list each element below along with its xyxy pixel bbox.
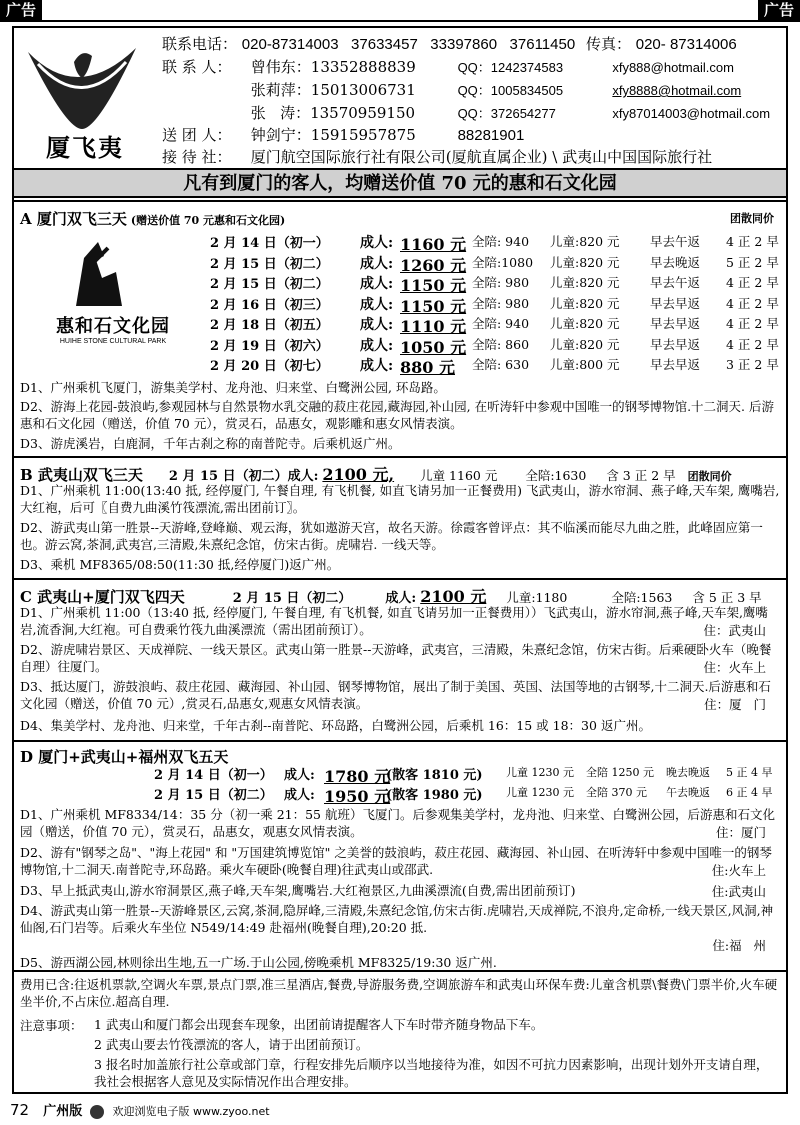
section-b-hotel: 含 3 正 2 早	[606, 468, 676, 483]
row-child: 儿童:820 元	[550, 254, 620, 270]
page-number: 72	[10, 1101, 30, 1119]
top-rule	[0, 20, 800, 22]
row-adult-label: 成人:	[360, 276, 394, 292]
row-schedule: 早去晚返	[650, 254, 701, 270]
row-price: 1260 元	[400, 255, 467, 275]
row-full: 全陪: 630	[472, 357, 530, 372]
section-c-full: 全陪:1563	[611, 590, 673, 605]
price-row	[154, 764, 784, 786]
sender-phone: 88281901	[457, 127, 525, 144]
contact-email-1[interactable]: xfy888@hotmail.com	[612, 60, 734, 75]
section-d	[14, 740, 786, 972]
price-row	[210, 355, 780, 377]
contact-name-3: 张 涛：13570959150	[250, 104, 416, 122]
section-c-d1-stay: 住：武夷山	[703, 623, 766, 638]
note-1: 1 武夷山和厦门都会出现套车现象，出团前请提醒客人下车时带齐随身物品下车。	[94, 1017, 544, 1032]
row-price: 1950 元	[324, 787, 391, 806]
row-child: 儿童:800 元	[550, 357, 620, 372]
contacts-label: 联 系 人：	[162, 58, 232, 76]
section-b-d3: D3、乘机 MF8365/08:50(11:30 抵,经停厦门)返广州。	[20, 557, 340, 572]
row-child: 儿童:820 元	[550, 316, 620, 331]
promo-banner: 凡有到厦门的客人，均赠送价值 70 元的惠和石文化园	[14, 168, 786, 198]
contact-qq-3: QQ：372654277	[457, 106, 556, 121]
section-c-title: C 武夷山+厦门双飞四天	[20, 588, 185, 606]
section-c-d4: D4、集美学村、龙舟池、归来堂，千年古刹--南普陀、环岛路，白鹭洲公园，后乘机 16：15 或 18：30 返广州。	[20, 718, 651, 733]
row-schedule: 早去早返	[650, 316, 701, 331]
note-3: 3 报名时加盖旅行社公章或部门章，行程安排先后顺序以当地接待为准，如因不可抗力因素影响，出现计划外开支请自理，我社会根据客人意见及实际情况作出合理安排。	[94, 1057, 769, 1089]
section-b-title: B 武夷山双飞三天	[20, 466, 143, 484]
price-row	[154, 784, 784, 806]
section-c-d3-stay: 住：厦 门	[704, 697, 766, 712]
section-c-d1: D1、广州乘机 11:00（13:40 抵, 经停厦门, 午餐自理, 有飞机餐, 如直飞请另加一正餐费用））飞武夷山，游水帘洞,燕子峰,天车架,鹰嘴岩,流香涧,大红袍。可自费乘竹筏九曲溪漂流（需出团前预订）。	[20, 605, 768, 637]
row-adult-label: 成人:	[284, 788, 315, 803]
contact-email-2[interactable]: xfy8888@hotmail.com	[612, 83, 742, 98]
section-d-title: D 厦门+武夷山+福州双飞五天	[20, 748, 229, 766]
row-schedule: 早去午返	[650, 275, 701, 290]
row-date: 2 月 14 日（初一）	[154, 768, 273, 783]
section-d-d4: D4、游武夷山第一胜景--天游峰景区,云窝,茶洞,隐屏峰,三清殿,朱熹纪念馆,仿宋古街.虎啸岩,天成禅院,不浪舟,定命桥,一线天景区,风洞,神仙阁,石门岩等。后乘火车坐位 N549/14:49 赴福州(晚餐自理),20:20 抵.	[20, 903, 774, 935]
row-price: 1780 元	[324, 767, 391, 786]
fees-text: 费用已含:往返机票款,空调火车票,景点门票,准三星酒店,餐费,导游服务费,空调旅游车和武夷山环保车费:儿童含机票\餐费\门票半价,火车硬坐半价,不占床位.超高自理.	[20, 977, 778, 1009]
notes-label: 注意事项：	[20, 1018, 83, 1033]
sender-name: 钟剑宁：15915957875	[250, 126, 416, 144]
section-b-d1: D1、广州乘机 11:00(13:40 抵, 经停厦门, 午餐自理, 有飞机餐, 如直飞请另加一正餐费用) 飞武夷山，游水帘洞、燕子峰,天车架, 鹰嘴岩,大红袍，后可〖自费九曲溪竹筏漂流,需出团前订〗。	[20, 483, 780, 515]
row-schedule: 早去午返	[650, 234, 701, 249]
row-date: 2 月 19 日（初六）	[210, 338, 329, 354]
agency-name: 厦门航空国际旅行社有限公司(厦航直属企业) \ 武夷山中国国际旅行社	[250, 148, 713, 166]
row-price: 1110 元	[400, 317, 467, 336]
row-date: 2 月 20 日（初七）	[210, 359, 329, 374]
section-d-d3: D3、早上抵武夷山,游水帘洞景区,燕子峰,天车架,鹰嘴岩.大红袍景区,九曲溪漂流(自费,需出团前预订)	[20, 883, 576, 898]
fax-number: 020- 87314006	[635, 36, 737, 53]
park-logo	[38, 238, 188, 348]
price-row	[210, 335, 780, 357]
row-price: 1150 元	[400, 276, 467, 295]
price-row	[210, 294, 780, 316]
section-d-d5: D5、游西湖公园,林则徐出生地,五一广场.于山公园,傍晚乘机 MF8325/19:30 返广州.	[20, 955, 497, 970]
section-a-title: A 厦门双飞三天	[20, 210, 127, 228]
row-full: 全陪: 860	[472, 336, 530, 352]
section-c-d2: D2、游虎啸岩景区、天成禅院、一线天景区。武夷山第一胜景--天游峰，武夷宫，三清殿，朱熹纪念馆，仿宋古街。后乘硬卧火车（晚餐自理）往厦门。	[20, 642, 772, 674]
row-adult-label: 成人:	[360, 235, 394, 251]
row-hotel: 4 正 2 早	[726, 275, 779, 290]
note-2: 2 武夷山要去竹筏漂流的客人，请于出团前预订。	[94, 1037, 369, 1052]
price-row	[210, 273, 780, 295]
section-a-d1: D1、广州乘机飞厦门，游集美学村、龙舟池、归来堂、白鹭洲公园, 环岛路。	[20, 380, 446, 395]
row-schedule: 晚去晚返	[666, 766, 710, 779]
section-d-d1: D1、广州乘机 MF8334/14：35 分（初一乘 21：55 航班）飞厦门。后参观集美学村，龙舟池、归来堂、白鹭洲公园，后游惠和石文化园（赠送，价值 70 元），赏灵石，品惠女，观惠女风情表演。	[20, 807, 775, 839]
brand-name: 厦飞夷	[46, 134, 124, 162]
section-a-d2: D2、游海上花园-鼓浪屿,参观园林与自然景物水乳交融的菽庄花园,藏海园,补山园, 在听涛轩中参观中国唯一的钢琴博物馆.十二洞天. 后游惠和石文化园（赠送，价值 70 元），赏灵石，品惠女，观影雕和惠女风情表演。	[20, 399, 774, 431]
row-schedule: 午去晚返	[666, 786, 710, 799]
row-child: 儿童 1230 元	[506, 766, 574, 779]
section-d-d2: D2、游有"钢琴之岛"、"海上花园" 和 "万国建筑博览馆" 之美誉的鼓浪屿，菽庄花园、藏海园、补山园、在听涛轩中参观中国唯一的钢琴博物馆,十二洞天.南普陀寺,环岛路。乘火车硬卧(晚餐自理)往武夷山或邵武.	[20, 845, 772, 877]
row-date: 2 月 15 日（初二）	[154, 788, 273, 803]
price-row	[210, 314, 780, 336]
row-full: 全陪:1080	[472, 254, 534, 270]
contact-row-1	[162, 57, 734, 78]
row-schedule: 早去早返	[650, 336, 701, 352]
row-full: 全陪: 980	[472, 295, 530, 311]
row-full: 全陪 1250 元	[586, 766, 654, 779]
section-d-d3-stay: 住:武夷山	[711, 884, 766, 899]
row-date: 2 月 16 日（初三）	[210, 297, 329, 313]
row-retail: (散客 1980 元)	[386, 788, 483, 803]
phone-label: 联系电话：	[162, 35, 238, 53]
row-schedule: 早去早返	[650, 295, 701, 311]
row-hotel: 4 正 2 早	[726, 234, 779, 249]
contact-row-3	[162, 103, 770, 124]
row-adult-label: 成人:	[360, 337, 394, 354]
row-adult-label: 成人:	[284, 768, 315, 783]
row-adult-label: 成人:	[360, 296, 394, 313]
row-date: 2 月 15 日（初二）	[210, 277, 329, 292]
row-adult-label: 成人:	[360, 358, 394, 374]
price-row	[210, 253, 780, 275]
row-child: 儿童 1230 元	[506, 786, 574, 799]
footer	[10, 1100, 270, 1119]
ad-label-right: 广告	[758, 0, 800, 20]
row-child: 儿童:820 元	[550, 336, 620, 352]
sender-row	[162, 125, 524, 146]
row-full: 全陪: 940	[472, 316, 530, 331]
contact-name-1: 曾伟东：13352888839	[250, 58, 416, 76]
bird-logo-icon	[18, 34, 146, 134]
section-c-date: 2 月 15 日（初二）	[232, 591, 352, 606]
row-hotel: 4 正 2 早	[726, 316, 779, 331]
contact-row-2	[162, 80, 741, 101]
section-b-price: 2100 元,	[322, 465, 395, 484]
row-date: 2 月 15 日（初二）	[210, 256, 329, 272]
park-logo-icon	[38, 238, 188, 308]
row-price: 1050 元	[400, 337, 467, 357]
agency-row	[162, 147, 712, 168]
row-full: 全陪 370 元	[586, 786, 647, 799]
section-d-d2-stay: 住:火车上	[711, 863, 766, 878]
row-retail: (散客 1810 元)	[386, 768, 483, 783]
edition-label: 广州版	[43, 1104, 83, 1119]
section-a-team-label: 团散同价	[730, 212, 774, 225]
row-date: 2 月 14 日（初一）	[210, 236, 329, 251]
row-adult-label: 成人:	[360, 255, 394, 272]
row-child: 儿童:820 元	[550, 275, 620, 290]
section-c-child: 儿童:1180	[506, 590, 568, 605]
fax-label: 传真：	[585, 35, 631, 53]
row-schedule: 早去早返	[650, 357, 701, 372]
section-b-child: 儿童 1160 元	[420, 468, 498, 483]
section-b-team-label: 团散同价	[687, 470, 732, 483]
park-logo-en: HUIHE STONE CULTURAL PARK	[59, 338, 167, 345]
section-c-d3: D3、抵达厦门，游鼓浪屿、菽庄花园、藏海园、补山园、钢琴博物馆，展出了制于美国、英国、法国等地的古钢琴,十二洞天.后游惠和石文化园（赠送，价值 70 元）,赏灵石,品惠女,观惠女风情表演。	[20, 679, 771, 711]
section-c	[14, 578, 786, 740]
section-b	[14, 456, 786, 578]
section-c-hotel: 含 5 正 3 早	[692, 590, 762, 605]
row-price: 880 元	[400, 358, 455, 377]
row-hotel: 5 正 4 早	[726, 766, 773, 779]
row-date: 2 月 18 日（初五）	[210, 318, 329, 333]
section-b-full: 全陪:1630	[525, 468, 587, 483]
section-a-d3: D3、游虎溪岩，白鹿洞，千年古刹之称的南普陀寺。后乘机返广州。	[20, 436, 401, 451]
site-text[interactable]: 欢迎浏览电子版 www.zyoo.net	[112, 1105, 270, 1118]
park-logo-text: 惠和石文化园	[56, 316, 170, 337]
row-full: 全陪: 940	[472, 234, 530, 249]
agency-label: 接 待 社：	[162, 148, 232, 166]
contact-qq-2: QQ：1005834505	[457, 83, 564, 98]
section-a	[14, 200, 786, 452]
section-d-d4-stay: 住:福 州	[712, 938, 766, 953]
row-full: 全陪: 980	[472, 275, 530, 290]
section-c-price: 2100 元	[420, 587, 487, 606]
row-adult-label: 成人:	[360, 317, 394, 333]
section-b-d2: D2、游武夷山第一胜景--天游峰,登峰巅、观云海，犹如遨游天宫，故名天游。徐霞客曾评点：其不临溪而能尽九曲之胜，此峰固应第一也。游云窝,茶洞,武夷宫,三清殿,朱熹纪念馆，仿宋古街。虎啸岩. 一线天等。	[20, 520, 763, 552]
section-a-header	[20, 208, 285, 229]
site-logo-icon	[90, 1105, 104, 1119]
phone-numbers: 020-87314003 37633457 33397860 37611450	[241, 36, 576, 53]
section-b-date: 2 月 15 日（初二）成人:	[168, 469, 319, 484]
contact-email-3[interactable]: xfy87014003@hotmail.com	[612, 106, 771, 121]
header	[14, 28, 786, 168]
row-hotel: 5 正 2 早	[726, 254, 779, 270]
row-price: 1160 元	[400, 235, 467, 254]
section-d-d1-stay: 住：厦门	[715, 825, 766, 840]
row-child: 儿童:820 元	[550, 234, 620, 249]
section-c-d2-stay: 住：火车上	[703, 660, 766, 675]
section-c-adult: 成人:	[385, 591, 417, 606]
contact-name-2: 张莉萍：15013006731	[250, 81, 416, 99]
sender-label: 送 团 人：	[162, 126, 232, 144]
section-a-subtitle: (赠送价值 70 元惠和石文化园)	[130, 214, 286, 227]
contact-qq-1: QQ：1242374583	[457, 60, 564, 75]
price-row	[210, 232, 780, 254]
row-hotel: 4 正 2 早	[726, 336, 779, 352]
ad-label-left: 广告	[0, 0, 42, 20]
fees-notes	[14, 970, 786, 1096]
row-hotel: 4 正 2 早	[726, 295, 779, 311]
row-child: 儿童:820 元	[550, 295, 620, 311]
row-price: 1150 元	[400, 296, 467, 316]
phone-line	[162, 34, 737, 55]
row-hotel: 6 正 4 早	[726, 786, 773, 799]
row-hotel: 3 正 2 早	[726, 357, 779, 372]
